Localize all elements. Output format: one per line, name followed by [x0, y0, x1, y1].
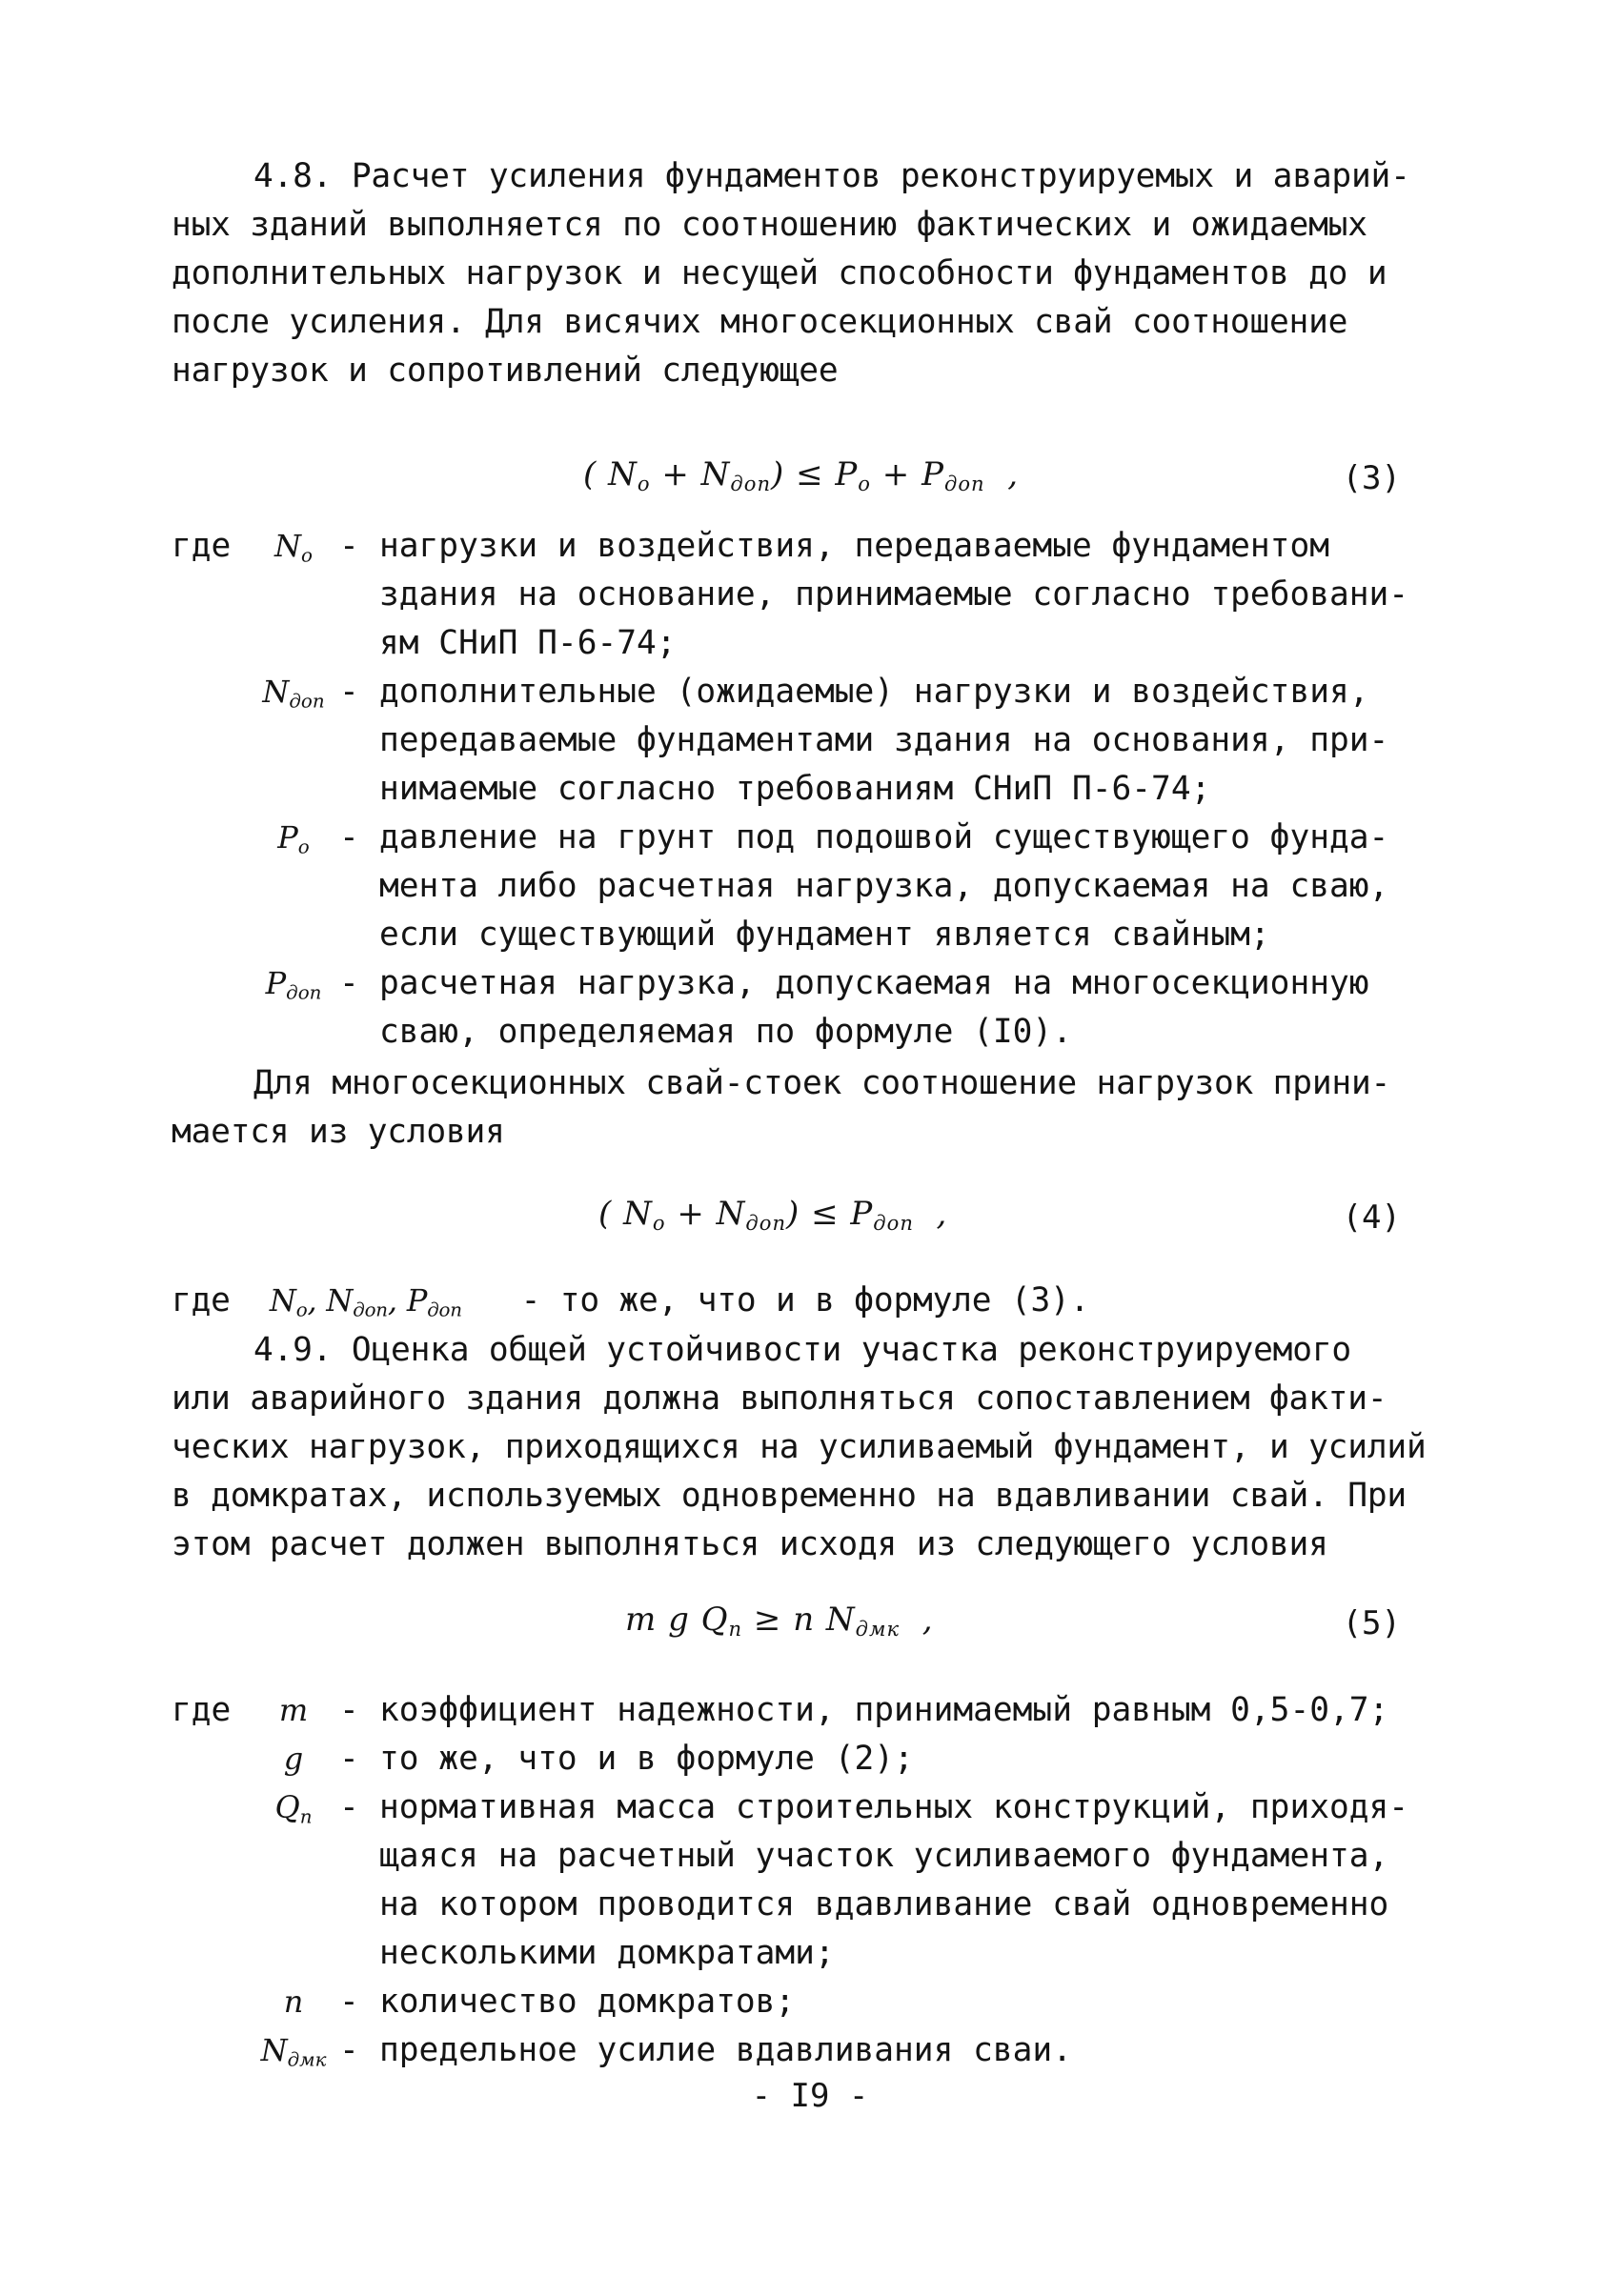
dash: - [339, 1740, 359, 1778]
dash: - [339, 1691, 359, 1729]
dash: - [339, 673, 359, 711]
symbol-pdop: $P_{доп}$ [265, 965, 322, 1004]
symbol-p0: $P_o$ [277, 819, 310, 858]
definition-item [172, 814, 1468, 959]
symbols-list: $N_o$, $N_{доп}$, $P_{доп}$ [269, 1282, 462, 1321]
dash: - [339, 527, 359, 565]
definition-item [172, 1686, 1468, 1735]
where-label: где [172, 1281, 231, 1319]
definitions-formula-5 [172, 1686, 1468, 2075]
formula-3-expression: ( $N_o + N_{доп}) \le P_o + P_{доп}$ , [583, 455, 1020, 495]
text-line: 4.9. Оценка общей устойчивости участка реконструируемого [253, 1331, 1351, 1369]
definition-item [172, 1783, 1468, 1978]
definition-formula-4 [172, 1277, 1468, 1325]
formula-5-expression: m g $Q_n \ge n$ $N_{дмк}$ , [625, 1601, 934, 1641]
definition-item [172, 2026, 1468, 2075]
paragraph-pile-columns [172, 1059, 1468, 1157]
text-line: или аварийного здания должна выполняться сопоставлением факти- [172, 1380, 1387, 1418]
definition-text: коэффициент надежности, принимаемый равным 0,5-0,7; [379, 1691, 1389, 1729]
definition-text: нормативная масса строительных конструкций, приходя- щаяся на расчетный участок усиливаемого фундамента, на котором проводится вдавливание свай одновременно несколькими домкратами; [379, 1788, 1409, 1972]
where-label: где [172, 527, 232, 565]
symbol-n: n [283, 1984, 304, 2020]
text-line: Для многосекционных свай-стоек соотношение нагрузок прини- [253, 1064, 1391, 1102]
definition-item [172, 1978, 1468, 2026]
symbol-m: m [278, 1692, 309, 1728]
definition-text: - то же, что и в формуле (3). [501, 1281, 1090, 1319]
definition-text: расчетная нагрузка, допускаемая на многосекционную сваю, определяемая по формуле (I0). [379, 964, 1369, 1051]
definition-item [172, 959, 1468, 1057]
text-line: в домкратах, используемых одновременно на вдавливании свай. При [172, 1477, 1407, 1515]
dash: - [339, 964, 359, 1002]
formula-5-number: (5) [1342, 1604, 1401, 1642]
definition-text: нагрузки и воздействия, передаваемые фундаментом здания на основание, принимаемые согласно требовани- ям СНиП П-6-74; [379, 527, 1409, 662]
text-line: этом расчет должен выполняться исходя из следующего условия [172, 1525, 1328, 1563]
symbol-ndop: $N_{доп}$ [262, 674, 325, 713]
definition-item [172, 668, 1468, 814]
dash: - [339, 2031, 359, 2069]
text-line: ных зданий выполняется по соотношению фактических и ожидаемых [172, 206, 1367, 244]
text-line: 4.8. Расчет усиления фундаментов реконструируемых и аварий- [253, 157, 1410, 195]
definition-item [172, 1735, 1468, 1783]
formula-5 [0, 1601, 1620, 1650]
formula-4 [0, 1195, 1620, 1244]
symbol-qn: $Q_n$ [274, 1789, 313, 1828]
paragraph-4-8 [172, 152, 1468, 395]
symbol-g: g [283, 1741, 304, 1777]
formula-3 [0, 455, 1620, 505]
text-line: после усиления. Для висячих многосекционных свай соотношение [172, 303, 1348, 341]
where-label: где [172, 1691, 232, 1729]
paragraph-4-9 [172, 1326, 1468, 1569]
text-line: ческих нагрузок, приходящихся на усиливаемый фундамент, и усилий [172, 1428, 1427, 1466]
formula-4-expression: ( $N_o + N_{доп}) \le P_{доп}$ , [598, 1195, 948, 1235]
formula-3-number: (3) [1342, 459, 1401, 497]
definition-item [172, 522, 1468, 668]
definition-text: давление на грунт под подошвой существующего фунда- мента либо расчетная нагрузка, допускаемая на сваю, если существующий фундамент является свайным; [379, 818, 1389, 954]
definitions-formula-3 [172, 522, 1468, 1057]
text-line: нагрузок и сопротивлений следующее [172, 352, 839, 390]
definition-text: то же, что и в формуле (2); [379, 1740, 914, 1778]
dash: - [339, 818, 359, 856]
symbol-n0: $N_o$ [274, 528, 313, 567]
dash: - [339, 1983, 359, 2021]
dash: - [339, 1788, 359, 1826]
definition-text: количество домкратов; [379, 1983, 796, 2021]
text-line: мается из условия [172, 1113, 505, 1151]
page-number: - I9 - [751, 2077, 869, 2115]
definition-text: предельное усилие вдавливания сваи. [379, 2031, 1072, 2069]
symbol-ndmk: $N_{дмк}$ [260, 2032, 327, 2071]
text-line: дополнительных нагрузок и несущей способности фундаментов до и [172, 254, 1387, 292]
definition-text: дополнительные (ожидаемые) нагрузки и воздействия, передаваемые фундаментами здания на основания, при- нимаемые согласно требованиям СНиП П-6-74; [379, 673, 1389, 808]
formula-4-number: (4) [1342, 1198, 1401, 1237]
